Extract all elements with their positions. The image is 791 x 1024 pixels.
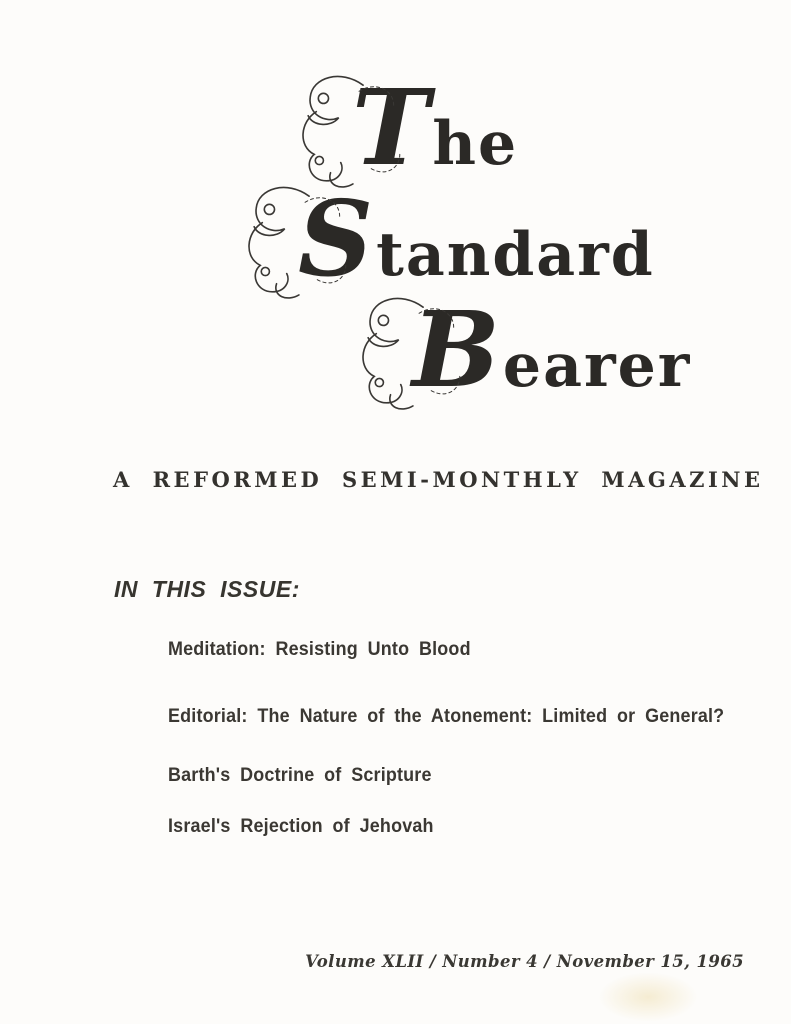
toc-list [168, 637, 773, 838]
toc-heading: IN THIS ISSUE: [114, 576, 300, 602]
magazine-subtitle: A REFORMED SEMI-MONTHLY MAGAZINE [113, 467, 764, 492]
toc-article-title: Meditation: Resisting Unto Blood [168, 638, 471, 660]
masthead-word-rest: tandard [376, 220, 655, 290]
masthead-line-bearer [412, 288, 692, 411]
masthead-word-rest: earer [502, 331, 692, 401]
masthead-word-rest: he [432, 109, 519, 179]
ornate-initial-s [298, 177, 374, 300]
masthead-initial: S [298, 177, 374, 300]
toc-article-title: Barth's Doctrine of Scripture [168, 764, 432, 786]
masthead-initial: T [352, 66, 430, 189]
paper-smudge [598, 972, 698, 1022]
masthead-initial: B [412, 288, 500, 411]
toc-article-title: Editorial: The Nature of the Atonement: Limited or General? [168, 705, 725, 727]
ornate-initial-b [412, 288, 500, 411]
masthead-line-the [352, 66, 519, 189]
issue-info: Volume XLII / Number 4 / November 15, 1965 [305, 952, 744, 971]
toc-article-title: Israel's Rejection of Jehovah [168, 815, 434, 837]
ornate-initial-t [352, 66, 430, 189]
masthead-line-standard [298, 177, 655, 300]
